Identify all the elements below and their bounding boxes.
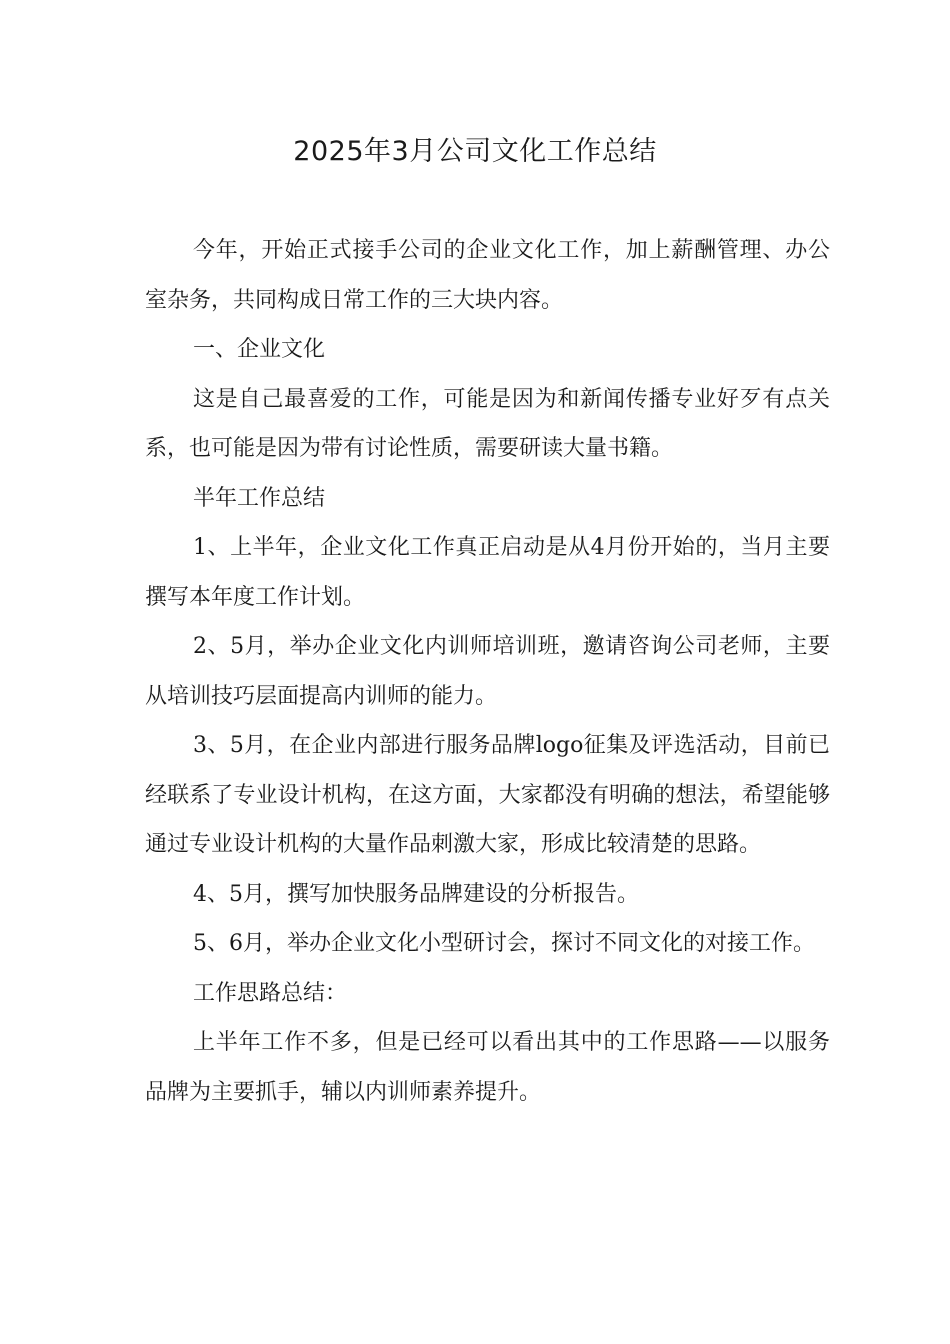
list-item-4: 4、5月，撰写加快服务品牌建设的分析报告。: [193, 881, 639, 907]
document-title: 2025年3月公司文化工作总结: [293, 136, 657, 167]
list-item-5: 5、6月，举办企业文化小型研讨会，探讨不同文化的对接工作。: [193, 931, 815, 956]
list-item-1: 1、上半年，企业文化工作真正启动是从4月份开始的，当月主要撰写本年度工作计划。: [145, 535, 830, 610]
paragraph-favorite-work: 这是自己最喜爱的工作，可能是因为和新闻传播专业好歹有点关系，也可能是因为带有讨论性质，需要研读大量书籍。: [145, 386, 830, 461]
list-item-2: 2、5月，举办企业文化内训师培训班，邀请咨询公司老师，主要从培训技巧层面提高内训师的能力。: [145, 634, 830, 709]
section-heading-corporate-culture: 一、企业文化: [193, 337, 326, 362]
subheading-work-approach-summary: 工作思路总结：: [193, 980, 348, 1006]
paragraph-conclusion: 上半年工作不多，但是已经可以看出其中的工作思路——以服务品牌为主要抓手，辅以内训师素养提升。: [145, 1030, 830, 1105]
document-body: [145, 226, 830, 1117]
list-item-3: 3、5月，在企业内部进行服务品牌logo征集及评选活动，目前已经联系了专业设计机构，在这方面，大家都没有明确的想法，希望能够通过专业设计机构的大量作品刺激大家，形成比较清楚的思路。: [145, 733, 830, 857]
paragraph-intro: 今年，开始正式接手公司的企业文化工作，加上薪酬管理、办公室杂务，共同构成日常工作的三大块内容。: [145, 238, 830, 313]
subheading-half-year-summary: 半年工作总结: [193, 485, 326, 511]
